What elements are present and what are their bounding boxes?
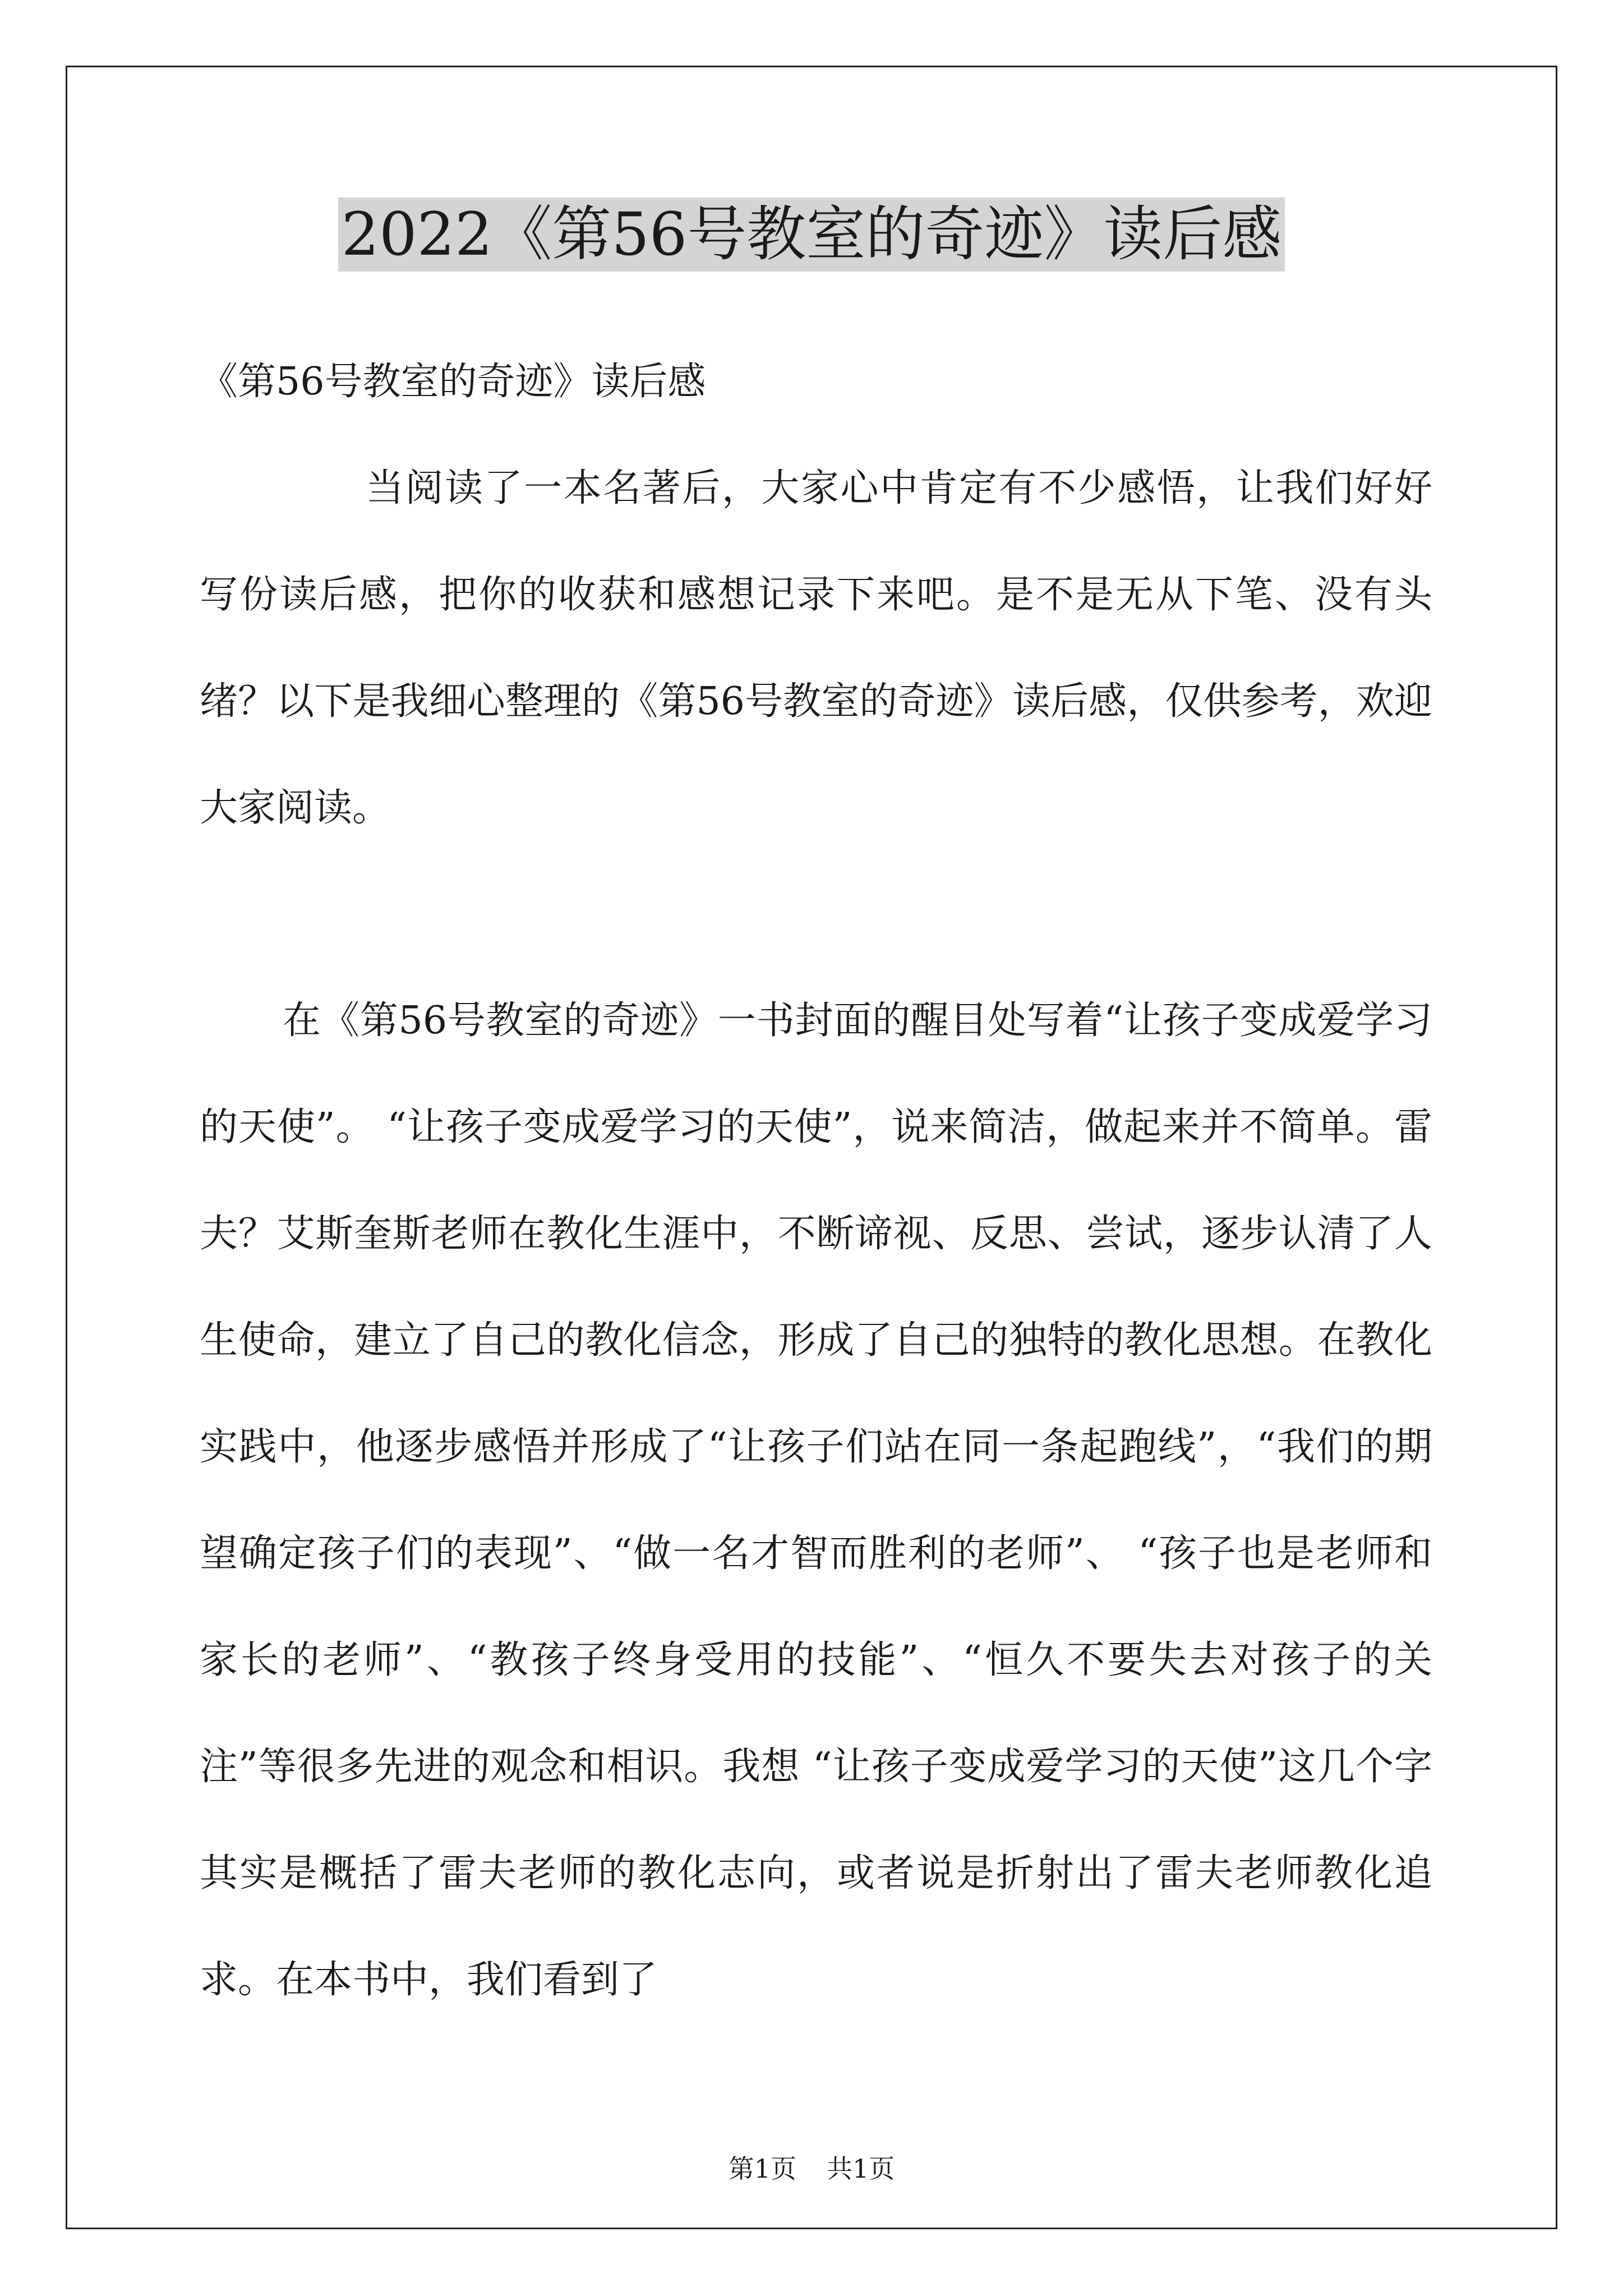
page-number-total: 共1页 xyxy=(827,2154,895,2184)
document-subtitle: 《第56号教室的奇迹》读后感 xyxy=(200,360,706,404)
paragraph-body: 在《第56号教室的奇迹》一书封面的醒目处写着“让孩子变成爱学习的天使”。 “让孩子变成爱学习的天使”，说来简洁，做起来并不简单。雷夫？艾斯奎斯老师在教化生涯中，不断谛视、反思、尝试，逐步认清了人生使命，建立了自己的教化信念，形成了自己的独特的教化思想。在教化实践中，他逐步感悟并形成了“让孩子们站在同一条起跑线”，“我们的期望确定孩子们的表现”、“做一名才智而胜利的老师”、 “孩子也是老师和家长的老师”、“教孩子终身受用的技能”、“恒久不要失去对孩子的关注”等很多先进的观念和相识。我想 “让孩子变成爱学习的天使”这几个字其实是概括了雷夫老师的教化志向，或者说是折射出了雷夫老师教化追求。在本书中，我们看到了 xyxy=(200,999,1432,2002)
paragraph-intro: 当阅读了一本名著后，大家心中肯定有不少感悟，让我们好好写份读后感，把你的收获和感想记录下来吧。是不是无从下笔、没有头绪？以下是我细心整理的《第56号教室的奇迹》读后感，仅供参考，欢迎大家阅读。 xyxy=(200,466,1432,830)
page-number-current: 第1页 xyxy=(728,2154,796,2184)
page-footer xyxy=(0,2152,1623,2185)
title-wrap xyxy=(0,197,1623,272)
document-title: 2022《第56号教室的奇迹》读后感 xyxy=(338,197,1285,272)
